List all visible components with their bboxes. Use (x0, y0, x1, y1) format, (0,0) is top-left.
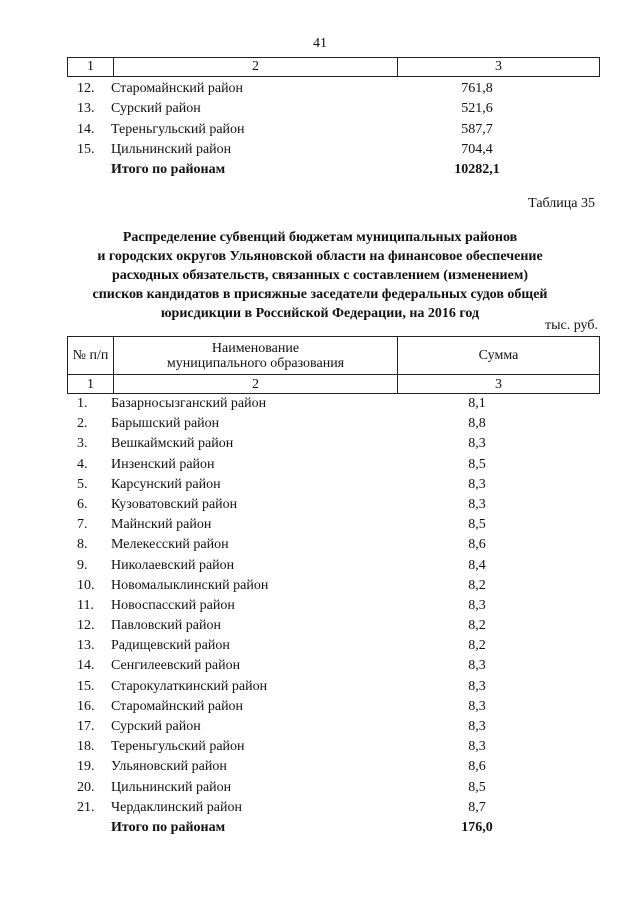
top-header-col2: 2 (114, 58, 398, 77)
row-name: Вешкаймский район (111, 436, 234, 452)
row-name: Старомайнский район (111, 698, 244, 714)
total-row (67, 162, 600, 182)
row-number: 21. (77, 799, 95, 815)
row-number: 5. (77, 476, 88, 492)
table-row (67, 101, 600, 121)
row-name: Тереньгульский район (111, 739, 245, 755)
row-value: 761,8 (461, 81, 493, 96)
row-number: 12. (77, 81, 95, 96)
row-name: Кузоватовский район (111, 496, 238, 512)
table-row (67, 578, 600, 598)
table-row (67, 537, 600, 557)
table-row (67, 477, 600, 497)
table-row (67, 436, 600, 456)
row-value: 8,2 (468, 638, 486, 654)
main-table-body (67, 396, 600, 840)
row-value: 704,4 (461, 141, 493, 157)
header-number: № п/п (68, 337, 114, 375)
table-row (67, 457, 600, 477)
row-value: 8,6 (468, 759, 486, 775)
row-number: 2. (77, 416, 88, 432)
title-line: списков кандидатов в присяжные заседатели федеральных судов общей (92, 287, 548, 302)
table-row (67, 699, 600, 719)
row-number: 8. (77, 537, 88, 553)
table-row (67, 81, 600, 101)
row-number: 10. (77, 577, 95, 593)
row-number: 14. (77, 658, 95, 674)
table-title (60, 228, 580, 323)
row-number: 15. (77, 141, 95, 157)
table-row (67, 416, 600, 436)
table-row (67, 719, 600, 739)
page-number: 41 (313, 36, 327, 51)
table-row (67, 658, 600, 678)
row-number: 6. (77, 496, 88, 512)
table-row (67, 800, 600, 820)
row-value: 8,2 (468, 618, 486, 634)
title-line: и городских округов Ульяновской области на финансовое обеспечение (97, 249, 543, 264)
row-name: Карсунский район (111, 476, 221, 492)
top-header-col3: 3 (398, 58, 600, 77)
row-number: 13. (77, 101, 95, 117)
row-value: 8,7 (468, 799, 486, 815)
table-row (67, 780, 600, 800)
row-value: 8,1 (468, 396, 486, 411)
table-row (67, 142, 600, 162)
title-line: расходных обязательств, связанных с составлением (изменением) (111, 268, 529, 283)
header-name-line2: муниципального образования (166, 355, 345, 371)
row-value: 8,8 (468, 416, 486, 432)
row-number: 7. (77, 517, 88, 533)
table-row (67, 517, 600, 537)
row-value: 8,6 (468, 537, 486, 553)
row-value: 8,3 (468, 698, 486, 714)
row-number: 13. (77, 638, 95, 654)
row-name: Барышский район (111, 416, 220, 432)
column-number-2: 2 (114, 375, 398, 394)
row-value: 8,3 (468, 658, 486, 674)
row-number: 12. (77, 618, 95, 634)
table-label: Таблица 35 (528, 196, 595, 211)
table-row (67, 122, 600, 142)
row-number: 9. (77, 557, 88, 573)
table-row (67, 396, 600, 416)
header-name (114, 337, 398, 375)
row-name: Новоспасский район (111, 597, 235, 613)
row-value: 587,7 (461, 121, 493, 137)
title-line: Распределение субвенций бюджетам муниципальных районов (122, 230, 518, 245)
row-number: 15. (77, 678, 95, 694)
row-value: 8,3 (468, 719, 486, 734)
column-number-3: 3 (398, 375, 600, 394)
row-number: 17. (77, 719, 95, 734)
row-name: Цильнинский район (111, 141, 232, 157)
row-name: Тереньгульский район (111, 121, 245, 137)
top-table-body (67, 81, 600, 182)
row-number: 18. (77, 739, 95, 755)
main-table-header (67, 336, 600, 394)
table-row (67, 679, 600, 699)
row-number: 3. (77, 436, 88, 452)
row-name: Мелекесский район (111, 537, 229, 553)
row-value: 8,5 (468, 517, 486, 533)
total-row (67, 820, 600, 840)
table-row (67, 739, 600, 759)
row-value: 8,2 (468, 577, 486, 593)
row-name: Чердаклинский район (111, 799, 242, 815)
row-name: Старокулаткинский район (111, 678, 268, 694)
row-number: 14. (77, 121, 95, 137)
row-value: 8,3 (468, 597, 486, 613)
row-name: Инзенский район (111, 456, 215, 472)
row-name: Николаевский район (111, 557, 235, 573)
row-name: Новомалыклинский район (111, 577, 269, 593)
row-value: 8,5 (468, 779, 486, 795)
row-value: 8,5 (468, 456, 486, 472)
row-name: Павловский район (111, 618, 221, 634)
table-row (67, 759, 600, 779)
total-label: Итого по районам (111, 819, 226, 835)
table-row (67, 598, 600, 618)
row-value: 521,6 (461, 101, 493, 117)
row-value: 8,3 (468, 476, 486, 492)
column-number-1: 1 (68, 375, 114, 394)
top-table-header (67, 57, 600, 77)
row-number: 20. (77, 779, 95, 795)
total-value: 10282,1 (454, 162, 500, 178)
total-value: 176,0 (461, 819, 493, 835)
row-value: 8,3 (468, 436, 486, 452)
row-number: 1. (77, 396, 88, 411)
row-name: Ульяновский район (111, 759, 227, 775)
row-value: 8,3 (468, 678, 486, 694)
row-number: 11. (77, 597, 94, 613)
header-sum: Сумма (398, 337, 600, 375)
table-row (67, 497, 600, 517)
row-name: Радищевский район (111, 638, 230, 654)
table-row (67, 558, 600, 578)
row-name: Старомайнский район (111, 81, 244, 96)
row-number: 19. (77, 759, 95, 775)
row-value: 8,4 (468, 557, 486, 573)
table-row (67, 638, 600, 658)
top-header-col1: 1 (68, 58, 114, 77)
row-name: Сурский район (111, 719, 201, 734)
header-name-line1: Наименование (211, 340, 300, 356)
row-name: Базарносызганский район (111, 396, 267, 411)
row-name: Сурский район (111, 101, 201, 117)
row-name: Сенгилеевский район (111, 658, 241, 674)
row-value: 8,3 (468, 739, 486, 755)
table-row (67, 618, 600, 638)
row-name: Цильнинский район (111, 779, 232, 795)
units-label: тыс. руб. (545, 318, 598, 333)
title-line: юрисдикции в Российской Федерации, на 2016 год (160, 306, 480, 321)
row-value: 8,3 (468, 496, 486, 512)
row-number: 16. (77, 698, 95, 714)
row-name: Майнский район (111, 517, 212, 533)
row-number: 4. (77, 456, 88, 472)
total-label: Итого по районам (111, 162, 226, 178)
